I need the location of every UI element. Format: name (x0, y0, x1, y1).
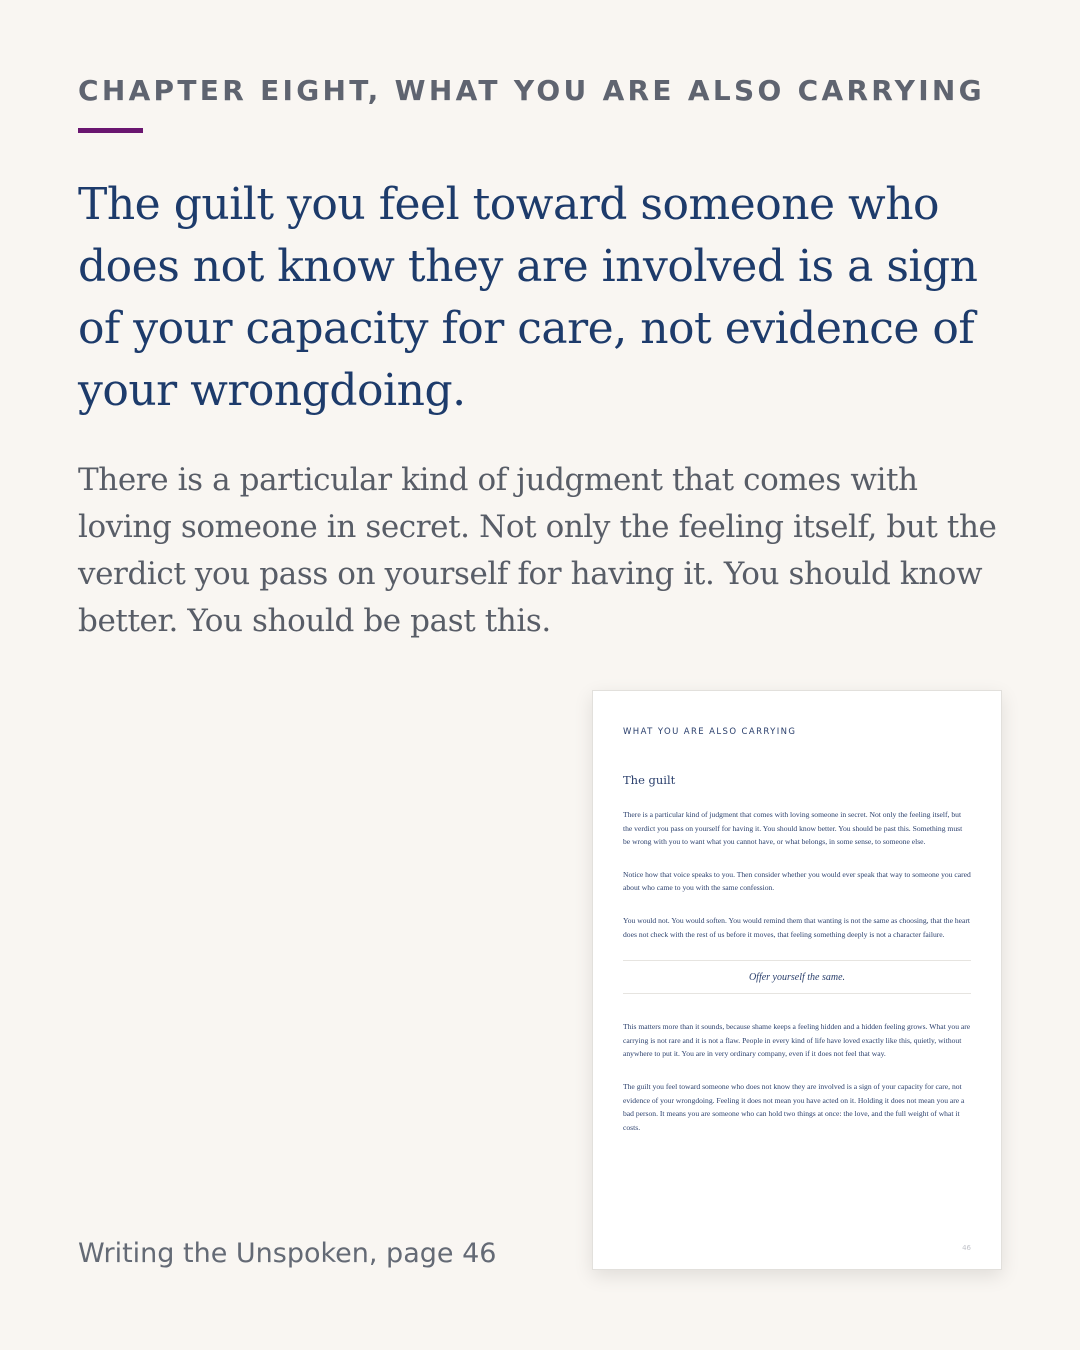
headline: The guilt you feel toward someone who does not know they are involved is a sign of your capacity for care, not evidence of your wrongdoing. (78, 179, 978, 416)
page-paragraph: The guilt you feel toward someone who does not know they are involved is a sign of your capacity for care, not evidence of your wrongdoing. Feeling it does not mean you have acted on it. Holding it does not mean you are a bad person. It means you are someone who can hold two things at once: the love, and the full weight of what it costs. (623, 1081, 965, 1132)
page-paragraph: Notice how that voice speaks to you. Then consider whether you would ever speak that way to someone you cared about who came to you with the same confession. (623, 869, 971, 893)
intro-paragraph: There is a particular kind of judgment that comes with loving someone in secret. Not only the feeling itself, but the verdict you pass on yourself for having it. You should know better. You should be past this. (78, 462, 997, 639)
page-body (623, 808, 971, 1153)
accent-rule (78, 128, 143, 133)
page-paragraph: There is a particular kind of judgment that comes with loving someone in secret. Not only the feeling itself, but the verdict you pass on yourself for having it. You should know better. You should be past this. Something must be wrong with you to want what you cannot have, or what belongs, in some sense, to someone else. (623, 810, 963, 847)
page-header: WHAT YOU ARE ALSO CARRYING (623, 727, 797, 737)
page-number: 46 (962, 1244, 971, 1252)
pull-quote: Offer yourself the same. (623, 960, 971, 994)
source-caption: Writing the Unspoken, page 46 (78, 1238, 497, 1269)
page-preview (592, 690, 1002, 1270)
page-paragraph: You would not. You would soften. You would remind them that wanting is not the same as choosing, that the heart does not check with the rest of us before it moves, that feeling something deeply is not a character failure. (623, 915, 971, 939)
chapter-label: CHAPTER EIGHT, WHAT YOU ARE ALSO CARRYING (78, 74, 985, 107)
page-paragraph: This matters more than it sounds, because shame keeps a feeling hidden and a hidden feeling grows. What you are carrying is not rare and it is not a flaw. People in every kind of life have loved exactly like this, quietly, without anywhere to put it. You are in very ordinary company, even if it does not feel that way. (623, 1022, 971, 1059)
page-title: The guilt (623, 773, 676, 787)
